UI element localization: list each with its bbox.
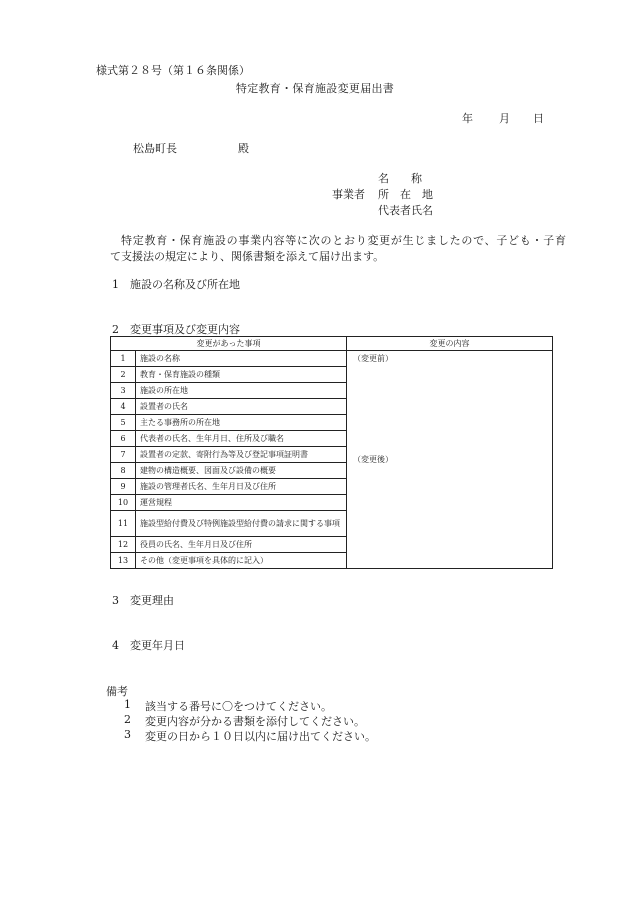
note-text: 変更の日から１０日以内に届け出てください。 [145,730,376,743]
addressee-suffix: 殿 [238,142,249,155]
section-1-heading: 1 施設の名称及び所在地 [112,278,240,291]
row-number: 10 [111,495,136,511]
row-item: 施設の管理者氏名、生年月日及び住所 [136,479,347,495]
row-number: 8 [111,463,136,479]
row-item: 施設の名称 [136,351,347,367]
body-text-line1: 特定教育・保育施設の事業内容等に次のとおり変更が生じましたので、子ども・子育 [121,234,566,247]
addressee-name: 松島町長 [133,142,177,155]
date-year: 年 [462,112,473,125]
changes-table [110,336,553,569]
row-item: 教育・保育施設の種類 [136,367,347,383]
date-day: 日 [533,112,544,125]
note-text: 変更内容が分かる書類を添付してください。 [145,715,365,728]
note-number: 1 [124,698,131,711]
row-number: 9 [111,479,136,495]
row-item: 施設の所在地 [136,383,347,399]
change-content-cell [347,351,553,569]
section-4-heading: 4 変更年月日 [112,639,185,652]
row-number: 3 [111,383,136,399]
notes-heading: 備考 [106,685,128,698]
row-number: 5 [111,415,136,431]
body-text-line2: て支援法の規定により、関係書類を添えて届け出ます。 [110,250,385,263]
applicant-name-label: 名 称 [378,172,422,185]
table-row [111,351,553,367]
row-number: 13 [111,553,136,569]
form-number: 様式第２８号（第１６条関係） [96,64,250,77]
section-3-heading: 3 変更理由 [112,594,174,607]
applicant-address-label: 所 在 地 [378,188,433,201]
row-number: 6 [111,431,136,447]
note-text: 該当する番号に〇をつけてください。 [145,700,332,713]
header-changed-item: 変更があった事項 [111,337,347,351]
row-number: 1 [111,351,136,367]
row-item: 設置者の氏名 [136,399,347,415]
row-number: 2 [111,367,136,383]
row-number: 4 [111,399,136,415]
row-number: 7 [111,447,136,463]
row-item: 設置者の定款、寄附行為等及び登記事項証明書 [136,447,347,463]
applicant-rep-label: 代表者氏名 [378,204,433,217]
row-item: 主たる事務所の所在地 [136,415,347,431]
date-month: 月 [499,112,510,125]
before-label: （変更前） [353,354,394,363]
row-item: その他（変更事項を具体的に記入） [136,553,347,569]
row-item: 施設型給付費及び特例施設型給付費の請求に関する事項 [136,511,347,537]
note-number: 2 [124,713,131,726]
page-title: 特定教育・保育施設変更届出書 [235,82,395,95]
table-header-row [111,337,553,351]
section-2-heading: 2 変更事項及び変更内容 [112,323,240,336]
note-number: 3 [124,728,131,741]
row-number: 12 [111,537,136,553]
header-change-content: 変更の内容 [347,337,553,351]
row-item: 運営規程 [136,495,347,511]
row-item: 建物の構造概要、図面及び設備の概要 [136,463,347,479]
after-label: （変更後） [353,455,394,464]
applicant-label: 事業者 [332,188,365,201]
row-number: 11 [111,511,136,537]
row-item: 代表者の氏名、生年月日、住所及び職名 [136,431,347,447]
row-item: 役員の氏名、生年月日及び住所 [136,537,347,553]
